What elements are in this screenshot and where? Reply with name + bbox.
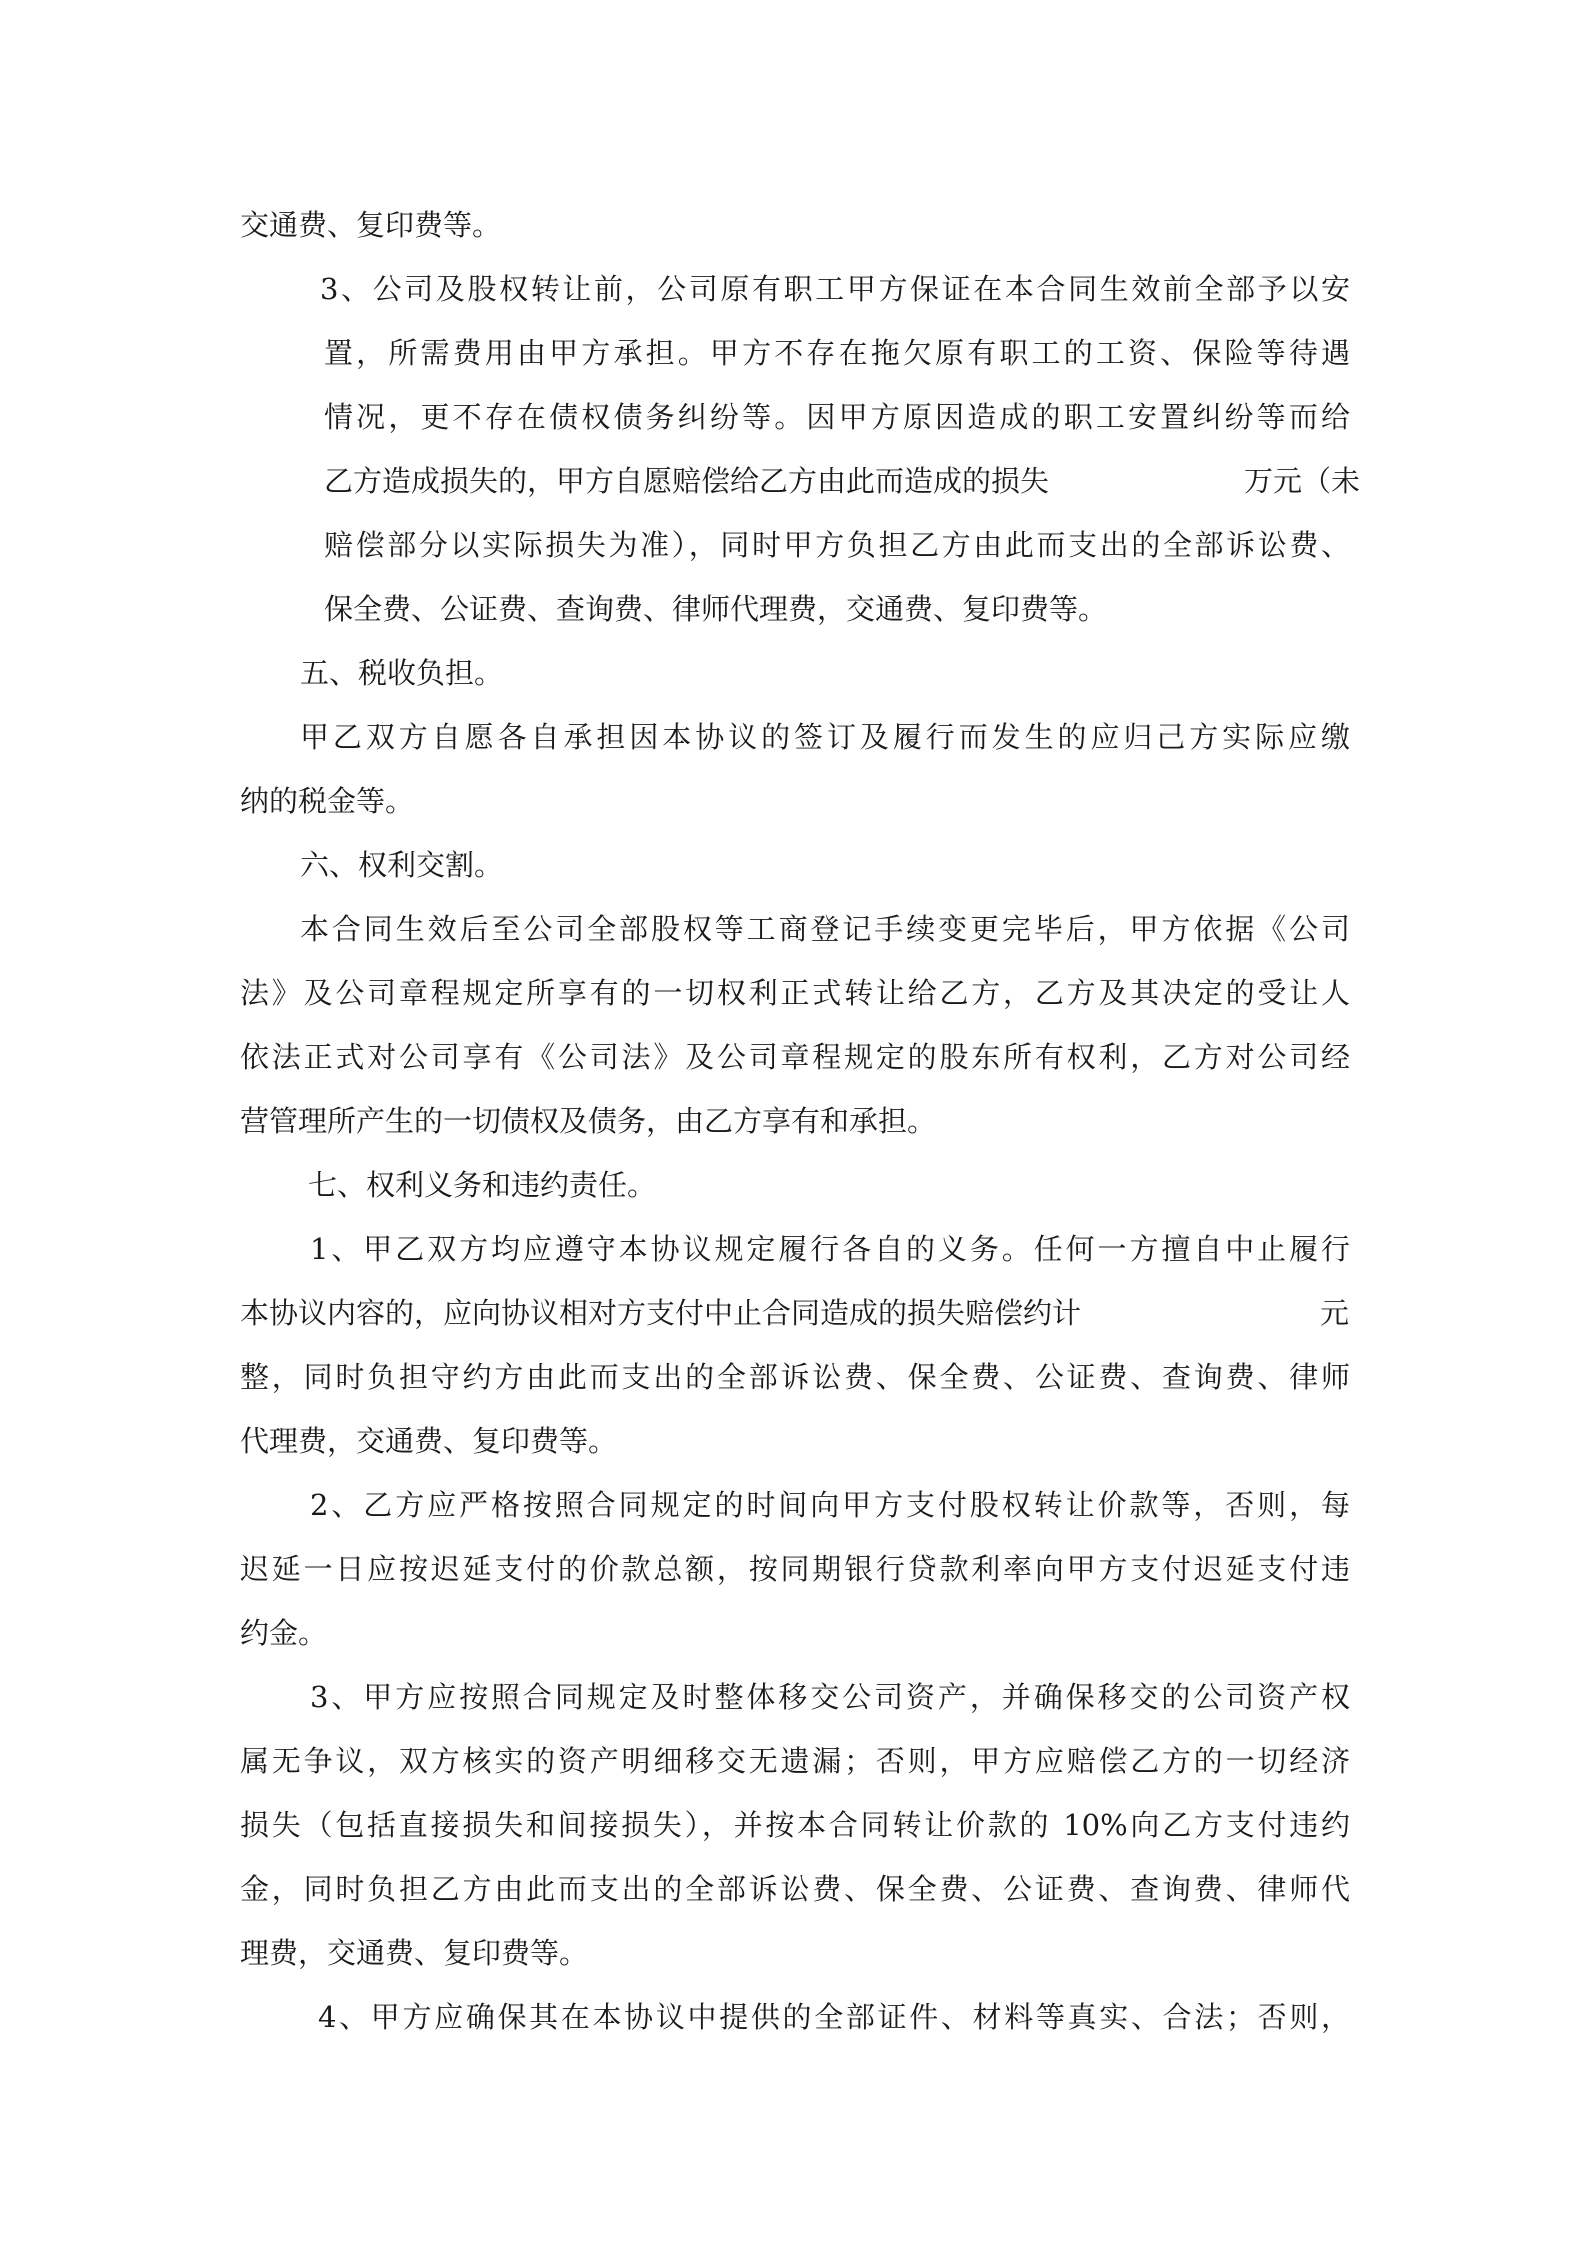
text-line: 代理费，交通费、复印费等。 bbox=[240, 1424, 618, 1458]
text-line: 4、甲方应确保其在本协议中提供的全部证件、材料等真实、合法；否则， bbox=[318, 2000, 1350, 2034]
section-heading: 五、税收负担。 bbox=[300, 656, 504, 690]
text-line-with-blank bbox=[240, 1288, 1350, 1338]
text-line: 1、甲乙双方均应遵守本协议规定履行各自的义务。任何一方擅自中止履行 bbox=[310, 1232, 1350, 1266]
text-line: 保全费、公证费、查询费、律师代理费，交通费、复印费等。 bbox=[324, 592, 1108, 626]
text-line: 3、公司及股权转让前，公司原有职工甲方保证在本合同生效前全部予以安 bbox=[320, 272, 1350, 306]
text-line: 迟延一日应按迟延支付的价款总额，按同期银行贷款利率向甲方支付迟延支付违 bbox=[240, 1552, 1350, 1586]
text-line: 赔偿部分以实际损失为准），同时甲方负担乙方由此而支出的全部诉讼费、 bbox=[324, 528, 1350, 562]
text-line: 甲乙双方自愿各自承担因本协议的签订及履行而发生的应归己方实际应缴 bbox=[300, 720, 1350, 754]
section-heading: 六、权利交割。 bbox=[300, 848, 504, 882]
text-segment: 本协议内容的，应向协议相对方支付中止合同造成的损失赔偿约计 bbox=[240, 1296, 1082, 1330]
text-segment: 万元（未 bbox=[1244, 464, 1361, 498]
text-line: 纳的税金等。 bbox=[240, 784, 415, 818]
text-line: 情况，更不存在债权债务纠纷等。因甲方原因造成的职工安置纠纷等而给 bbox=[324, 400, 1350, 434]
text-line: 2、乙方应严格按照合同规定的时间向甲方支付股权转让价款等，否则，每 bbox=[310, 1488, 1350, 1522]
section-heading: 七、权利义务和违约责任。 bbox=[308, 1168, 657, 1202]
text-segment: 元 bbox=[1320, 1296, 1350, 1330]
text-line: 理费，交通费、复印费等。 bbox=[240, 1936, 589, 1970]
text-line: 3、甲方应按照合同规定及时整体移交公司资产，并确保移交的公司资产权 bbox=[310, 1680, 1350, 1714]
text-segment: 乙方造成损失的，甲方自愿赔偿给乙方由此而造成的损失 bbox=[324, 464, 1050, 498]
text-line: 依法正式对公司享有《公司法》及公司章程规定的股东所有权利，乙方对公司经 bbox=[240, 1040, 1350, 1074]
text-line: 整，同时负担守约方由此而支出的全部诉讼费、保全费、公证费、查询费、律师 bbox=[240, 1360, 1350, 1394]
text-line: 法》及公司章程规定所享有的一切权利正式转让给乙方，乙方及其决定的受让人 bbox=[240, 976, 1350, 1010]
text-line: 本合同生效后至公司全部股权等工商登记手续变更完毕后，甲方依据《公司 bbox=[300, 912, 1350, 946]
text-line: 金，同时负担乙方由此而支出的全部诉讼费、保全费、公证费、查询费、律师代 bbox=[240, 1872, 1350, 1906]
text-line: 营管理所产生的一切债权及债务，由乙方享有和承担。 bbox=[240, 1104, 937, 1138]
text-line: 约金。 bbox=[240, 1616, 328, 1650]
text-line: 损失（包括直接损失和间接损失），并按本合同转让价款的 10%向乙方支付违约 bbox=[240, 1808, 1350, 1842]
text-line: 交通费、复印费等。 bbox=[240, 208, 502, 242]
text-line: 属无争议，双方核实的资产明细移交无遗漏；否则，甲方应赔偿乙方的一切经济 bbox=[240, 1744, 1350, 1778]
text-line-with-blank bbox=[324, 456, 1361, 506]
text-line: 置，所需费用由甲方承担。甲方不存在拖欠原有职工的工资、保险等待遇 bbox=[324, 336, 1350, 370]
